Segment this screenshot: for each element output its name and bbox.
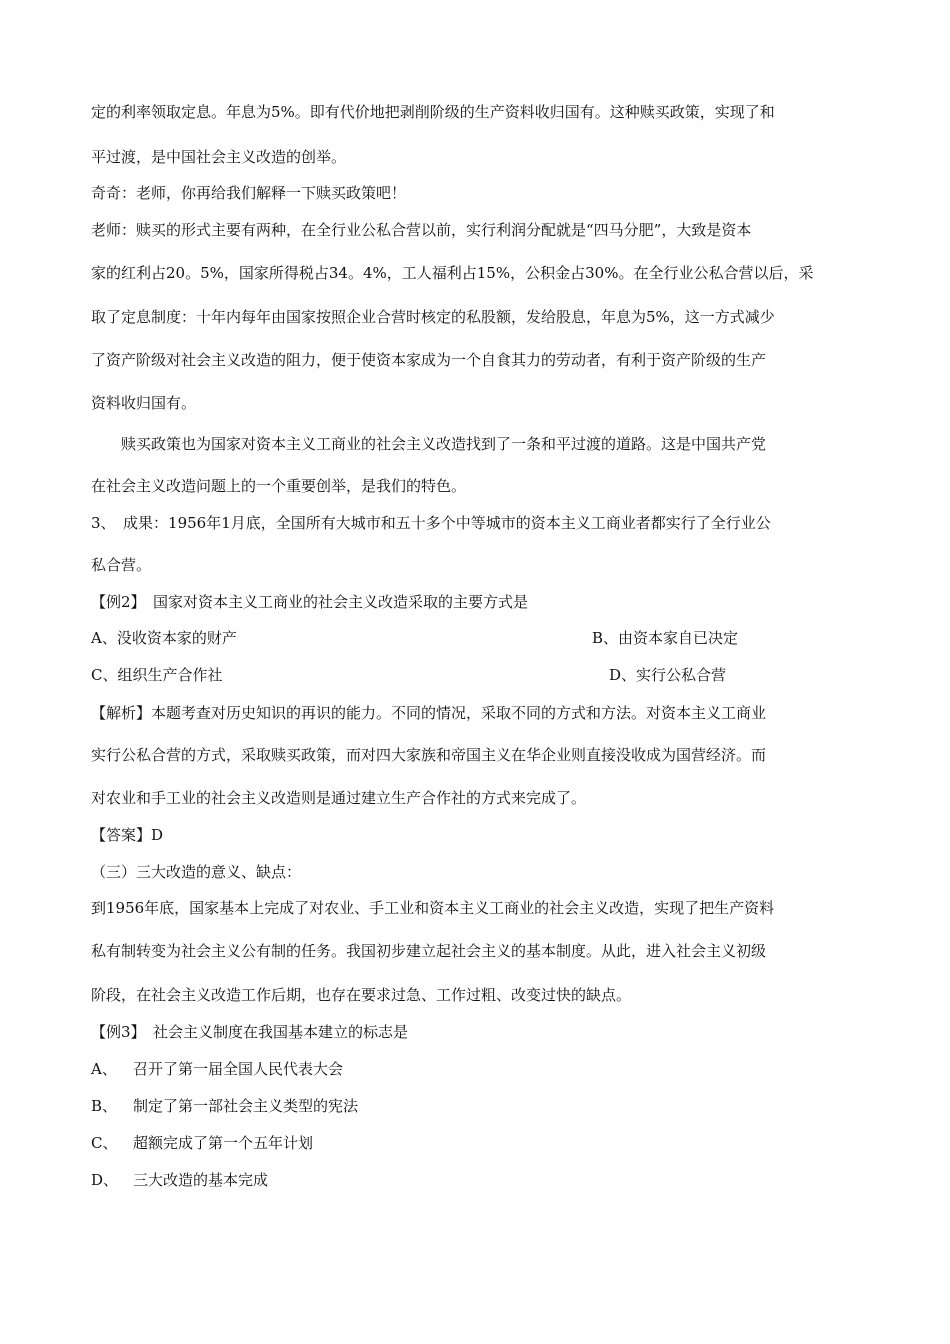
paragraph-line: 平过渡，是中国社会主义改造的创举。 (91, 148, 347, 166)
paragraph-line: 私有制转变为社会主义公有制的任务。我国初步建立起社会主义的基本制度。从此，进入社会主义初级 (91, 942, 767, 960)
option-label: B、 (91, 1097, 118, 1115)
paragraph-line: 在社会主义改造问题上的一个重要创举，是我们的特色。 (91, 477, 467, 495)
paragraph-line: 实行公私合营的方式，采取赎买政策，而对四大家族和帝国主义在华企业则直接没收成为国营经济。而 (91, 746, 767, 764)
option-text: 制定了第一部社会主义类型的宪法 (133, 1097, 359, 1115)
paragraph-line: 私合营。 (91, 556, 152, 574)
section-line: 3、 成果：1956年1月底，全国所有大城市和五十多个中等城市的资本主义工商业者都实行了全行业公 (91, 514, 771, 532)
answer-line: 【答案】D (91, 826, 164, 844)
option-label: A、 (91, 1060, 117, 1078)
paragraph-line: 赎买政策也为国家对资本主义工商业的社会主义改造找到了一条和平过渡的道路。这是中国共产党 (121, 435, 767, 453)
option-text: 三大改造的基本完成 (133, 1171, 269, 1189)
paragraph-line: 资料收归国有。 (91, 394, 197, 412)
paragraph-line: 了资产阶级对社会主义改造的阻力，便于使资本家成为一个自食其力的劳动者，有利于资产阶级的生产 (91, 351, 767, 369)
paragraph-line: 到1956年底，国家基本上完成了对农业、手工业和资本主义工商业的社会主义改造，实现了把生产资料 (91, 899, 775, 917)
dialogue-line: 老师：赎买的形式主要有两种，在全行业公私合营以前，实行利润分配就是“四马分肥”，大致是资本 (91, 221, 752, 239)
option-c: C、组织生产合作社 (91, 666, 223, 684)
option-b: B、由资本家自已决定 (592, 629, 739, 647)
option-d: D、实行公私合营 (609, 666, 727, 684)
paragraph-line: 定的利率领取定息。年息为5%。即有代价地把剥削阶级的生产资料收归国有。这种赎买政策，实现了和 (91, 103, 775, 121)
example-question: 【例3】 社会主义制度在我国基本建立的标志是 (91, 1023, 409, 1041)
paragraph-line: 取了定息制度：十年内每年由国家按照企业合营时核定的私股额，发给股息，年息为5%，这一方式减少 (91, 308, 775, 326)
analysis-line: 【解析】本题考查对历史知识的再识的能力。不同的情况，采取不同的方式和方法。对资本主义工商业 (91, 704, 767, 722)
dialogue-line: 奇奇：老师，你再给我们解释一下赎买政策吧！ (91, 184, 407, 202)
option-c (91, 1133, 313, 1153)
paragraph-line: 家的红利占20。5%，国家所得税占34。4%，工人福利占15%，公积金占30%。在全行业公私合营以后，采 (91, 264, 814, 282)
paragraph-line: 阶段，在社会主义改造工作后期，也存在要求过急、工作过粗、改变过快的缺点。 (91, 986, 632, 1004)
option-d (91, 1170, 268, 1190)
option-a (91, 1059, 343, 1079)
example-question: 【例2】 国家对资本主义工商业的社会主义改造采取的主要方式是 (91, 593, 529, 611)
option-label: C、 (91, 1134, 118, 1152)
option-a: A、没收资本家的财产 (91, 629, 237, 647)
option-b (91, 1096, 358, 1116)
option-text: 超额完成了第一个五年计划 (133, 1134, 314, 1152)
option-label: D、 (91, 1171, 119, 1189)
option-text: 召开了第一届全国人民代表大会 (133, 1060, 344, 1078)
section-heading: （三）三大改造的意义、缺点： (91, 863, 302, 881)
paragraph-line: 对农业和手工业的社会主义改造则是通过建立生产合作社的方式来完成了。 (91, 789, 587, 807)
